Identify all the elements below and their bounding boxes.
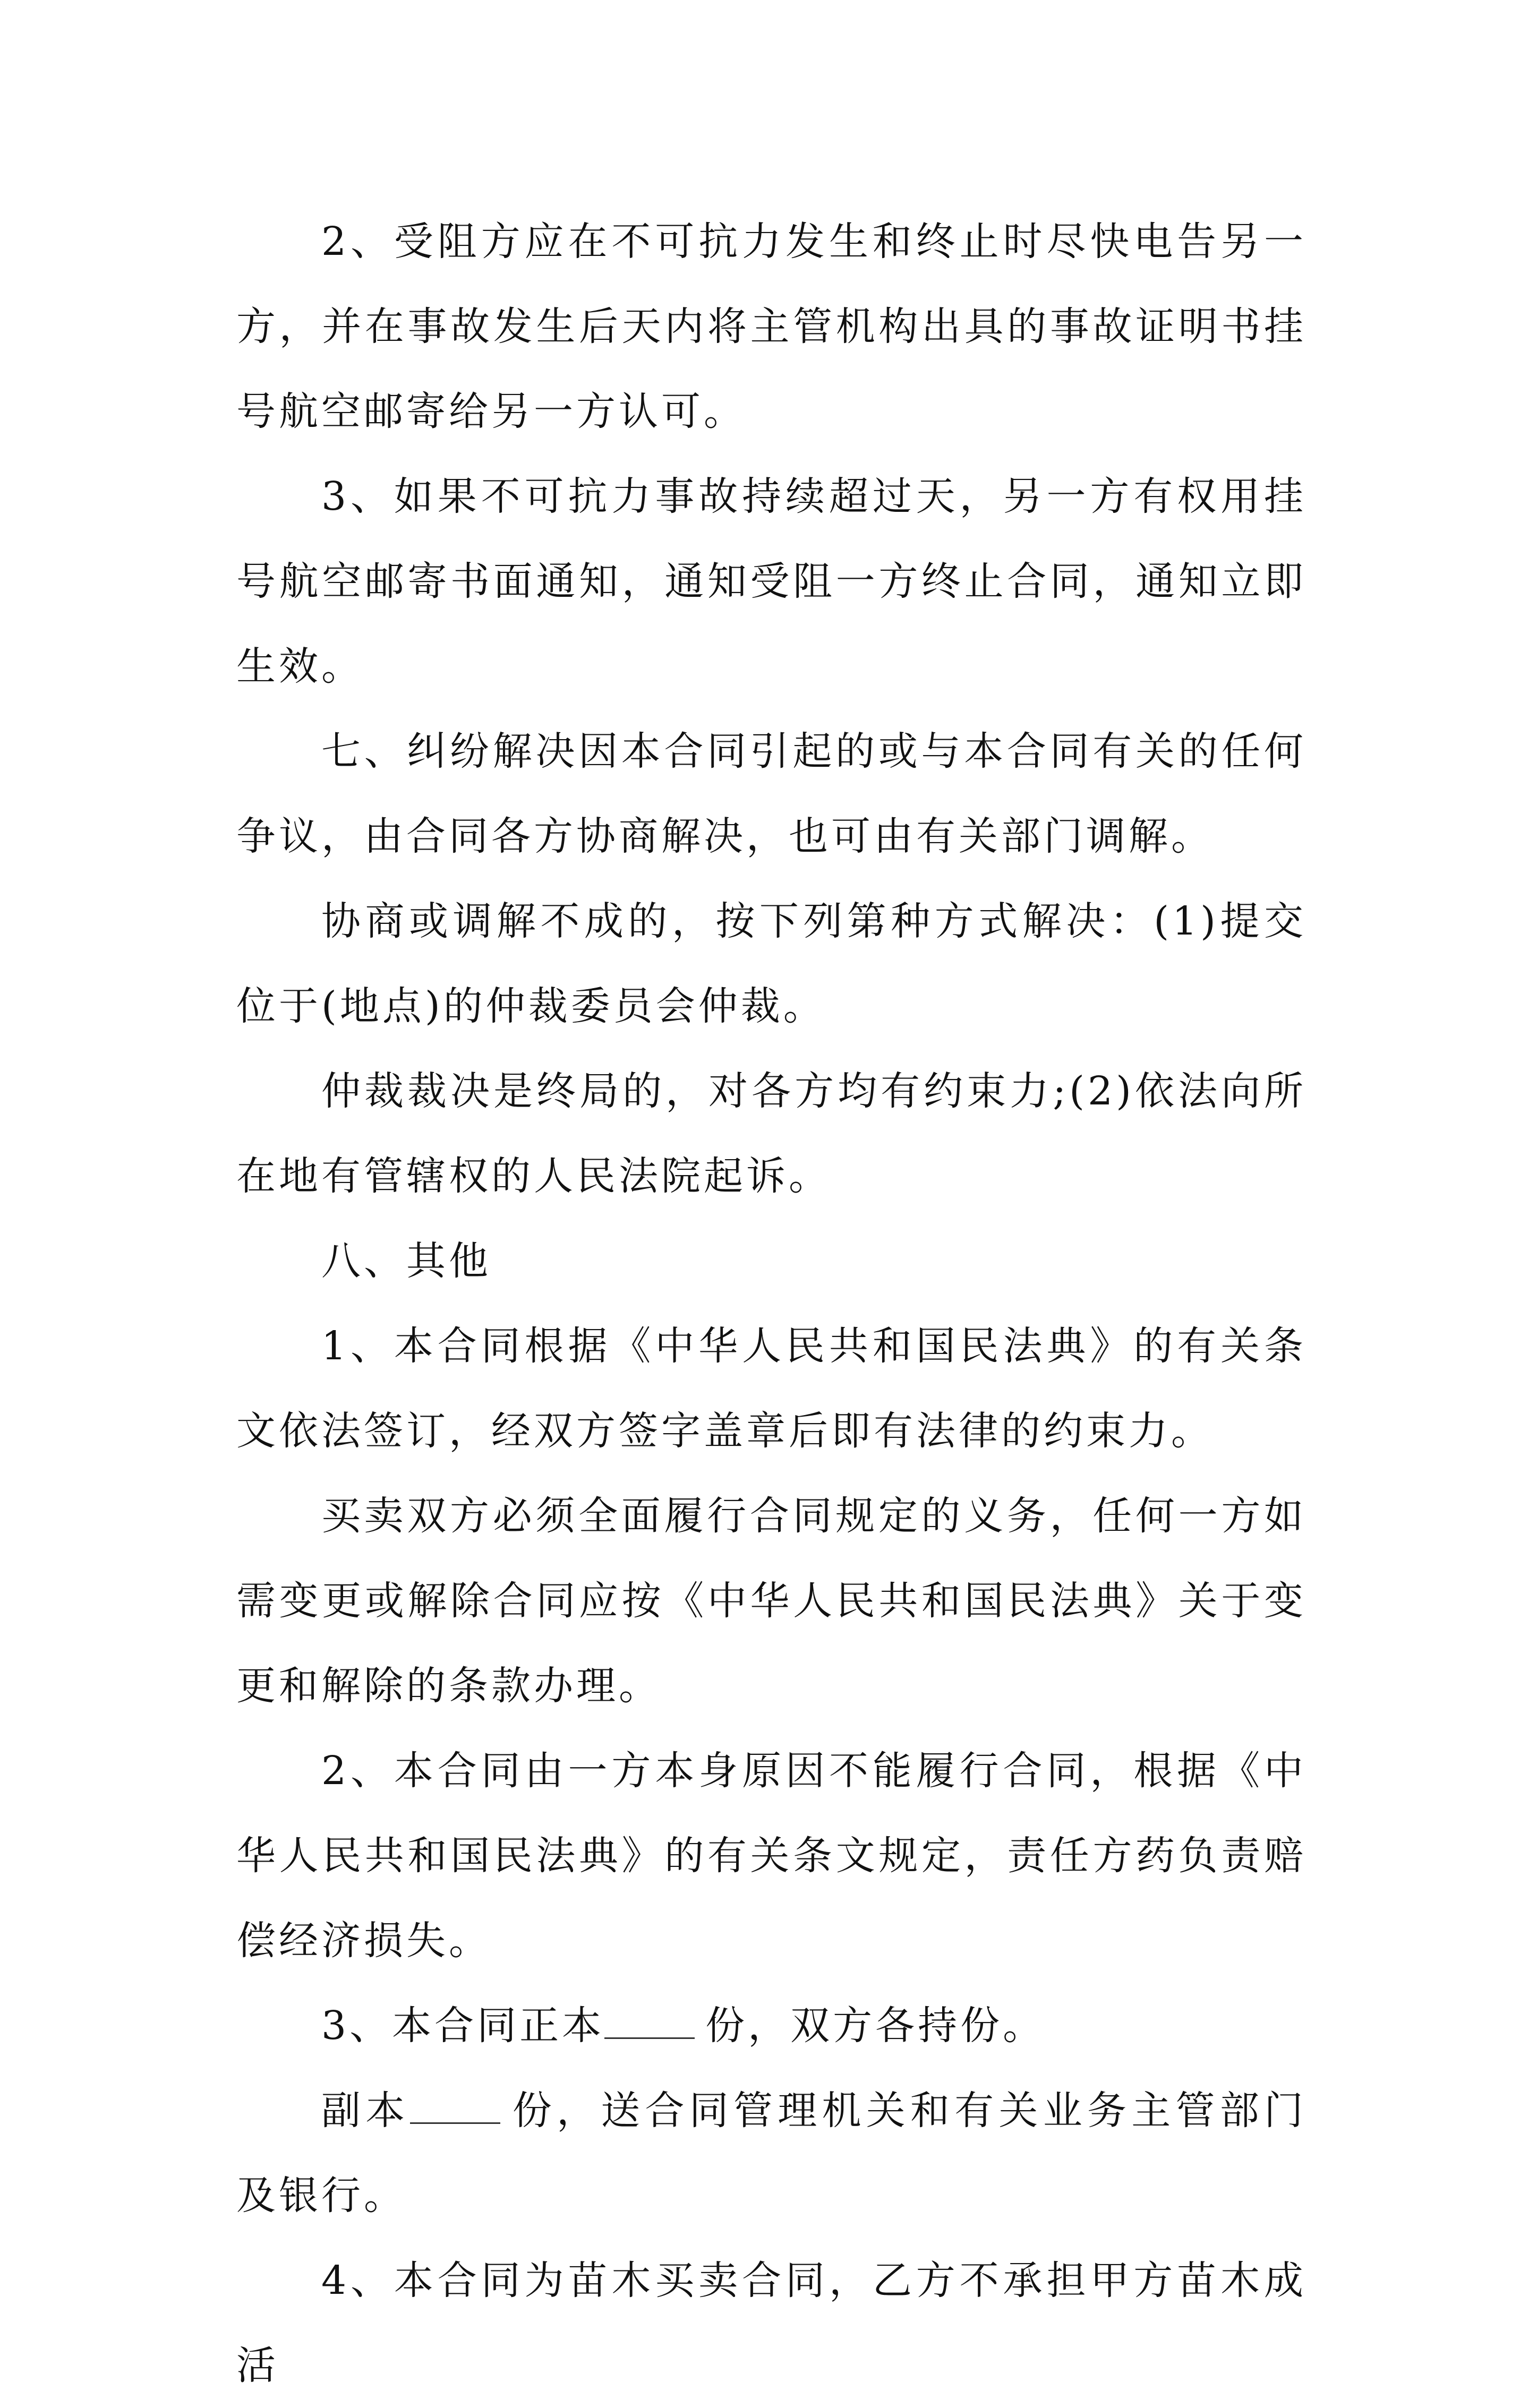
paragraph-copies-duplicate (236, 2068, 1307, 2238)
section-heading-other: 八、其他 (321, 1238, 491, 1284)
paragraph-arbitration-final: 仲裁裁决是终局的，对各方均有约束力;(2)依法向所在地有管辖权的人民法院起诉。 (236, 1068, 1307, 1199)
copies-duplicate-text-after: 份，送合同管理机关和有关业务主管部门及银行。 (236, 2088, 1307, 2218)
paragraph-force-majeure-notice: 2、受阻方应在不可抗力发生和终止时尽快电告另一方，并在事故发生后天内将主管机构出具的事故证明书挂号航空邮寄给另一方认可。 (236, 219, 1307, 434)
paragraph-force-majeure-termination: 3、如果不可抗力事故持续超过天，另一方有权用挂号航空邮寄书面通知，通知受阻一方终止合同，通知立即生效。 (236, 474, 1307, 689)
document-body (236, 199, 1307, 2408)
fill-in-blank-original-count (604, 2004, 695, 2039)
paragraph-arbitration-option: 协商或调解不成的，按下列第种方式解决：(1)提交位于(地点)的仲裁委员会仲裁。 (236, 898, 1307, 1029)
paragraph-dispute-resolution: 七、纠纷解决因本合同引起的或与本合同有关的任何争议，由合同各方协商解决，也可由有关部门调解。 (236, 729, 1307, 859)
paragraph-legal-basis: 1、本合同根据《中华人民共和国民法典》的有关条文依法签订，经双方签字盖章后即有法律的约束力。 (236, 1323, 1307, 1454)
paragraph-copies-original (236, 1983, 1307, 2068)
fill-in-blank-duplicate-count (410, 2089, 500, 2124)
copies-original-text-before: 3、本合同正本 (321, 2003, 605, 2049)
paragraph-seedling-contract: 4、本合同为苗木买卖合同，乙方不承担甲方苗木成活 (236, 2258, 1307, 2388)
paragraph-liability: 2、本合同由一方本身原因不能履行合同，根据《中华人民共和国民法典》的有关条文规定，责任方药负责赔偿经济损失。 (236, 1748, 1307, 1964)
copies-original-text-after: 份，双方各持份。 (705, 2003, 1046, 2049)
copies-duplicate-text-before: 副本 (321, 2088, 410, 2133)
paragraph-obligations: 买卖双方必须全面履行合同规定的义务，任何一方如需变更或解除合同应按《中华人民共和国民法典》关于变更和解除的条款办理。 (236, 1493, 1307, 1709)
